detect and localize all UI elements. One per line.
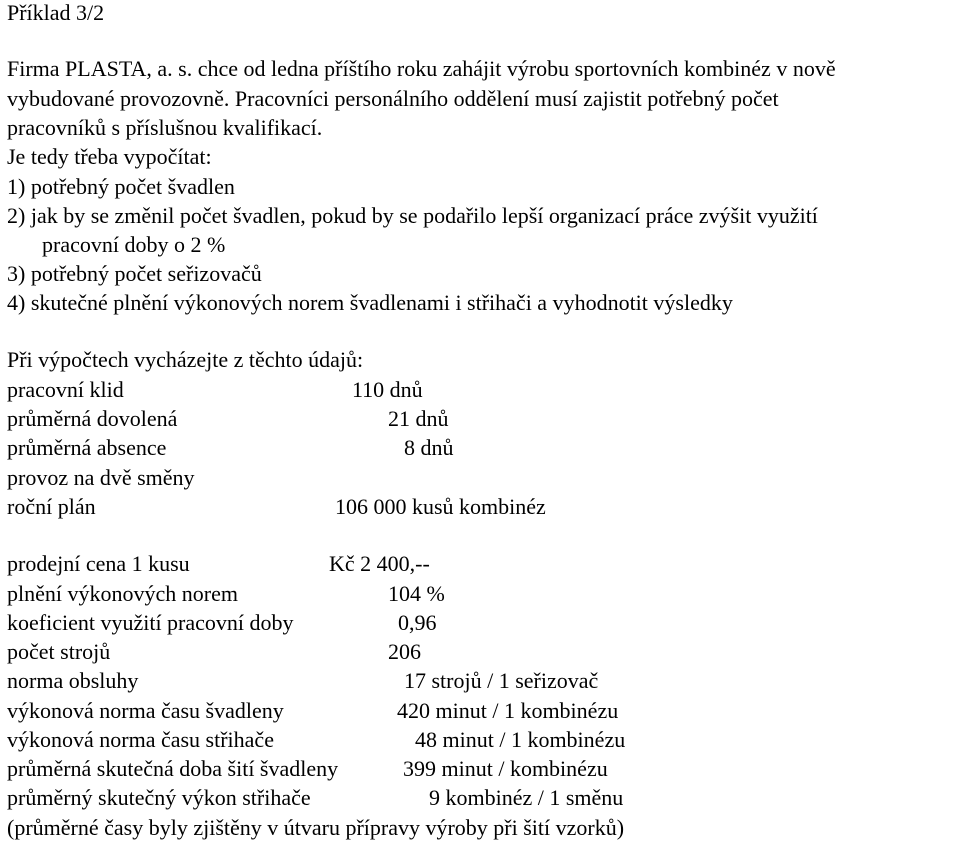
param-value: 48 minut / 1 kombinézu	[415, 727, 626, 752]
task-3: 3) potřebný počet seřizovačů	[7, 261, 262, 286]
param-label: pracovní klid	[7, 377, 124, 402]
task-2: 2) jak by se změnil počet švadlen, pokud by se podařilo lepší organizací práce zvýšit využití	[7, 203, 818, 228]
param-value: Kč 2 400,--	[329, 551, 430, 576]
param-label: průměrná dovolená	[7, 406, 178, 431]
param-value: 399 minut / kombinézu	[403, 756, 608, 781]
param-value: 104 %	[388, 581, 445, 606]
footnote: (průměrné časy byly zjištěny v útvaru přípravy výroby při šití vzorků)	[7, 815, 625, 840]
param-value: 206	[388, 639, 421, 664]
param-label: provoz na dvě směny	[7, 465, 195, 490]
task-4: 4) skutečné plnění výkonových norem švadlenami i střihači a vyhodnotit výsledky	[7, 290, 733, 315]
intro-line-1: Firma PLASTA, a. s. chce od ledna příštího roku zahájit výrobu sportovních kombinéz v nově	[7, 56, 836, 81]
param-label: průměrná absence	[7, 435, 167, 460]
param-label: počet strojů	[7, 639, 111, 664]
param-value: 8 dnů	[404, 435, 454, 460]
param-value: 9 kombinéz / 1 směnu	[429, 785, 624, 810]
param-label: průměrný skutečný výkon střihače	[7, 785, 311, 810]
param-label: průměrná skutečná doba šití švadleny	[7, 756, 339, 781]
task-2-continued: pracovní doby o 2 %	[42, 232, 226, 257]
param-value: 106 000 kusů kombinéz	[335, 494, 546, 519]
param-value: 21 dnů	[388, 406, 449, 431]
param-label: plnění výkonových norem	[7, 581, 238, 606]
param-label: výkonová norma času švadleny	[7, 698, 284, 723]
param-value: 0,96	[398, 610, 437, 635]
param-value: 17 strojů / 1 seřizovač	[404, 668, 599, 693]
param-label: výkonová norma času střihače	[7, 727, 274, 752]
intro-line-2: vybudované provozovně. Pracovníci personálního oddělení musí zajistit potřebný počet	[7, 86, 779, 111]
intro-line-4: Je tedy třeba vypočítat:	[7, 144, 212, 169]
param-value: 110 dnů	[352, 377, 423, 402]
param-label: norma obsluhy	[7, 668, 139, 693]
exercise-heading: Příklad 3/2	[7, 0, 105, 25]
intro-line-3: pracovníků s příslušnou kvalifikací.	[7, 115, 323, 140]
task-1: 1) potřebný počet švadlen	[7, 174, 235, 199]
param-label: roční plán	[7, 494, 96, 519]
param-value: 420 minut / 1 kombinézu	[397, 698, 619, 723]
data-intro: Při výpočtech vycházejte z těchto údajů:	[7, 347, 364, 372]
param-label: prodejní cena 1 kusu	[7, 551, 190, 576]
param-label: koeficient využití pracovní doby	[7, 610, 294, 635]
